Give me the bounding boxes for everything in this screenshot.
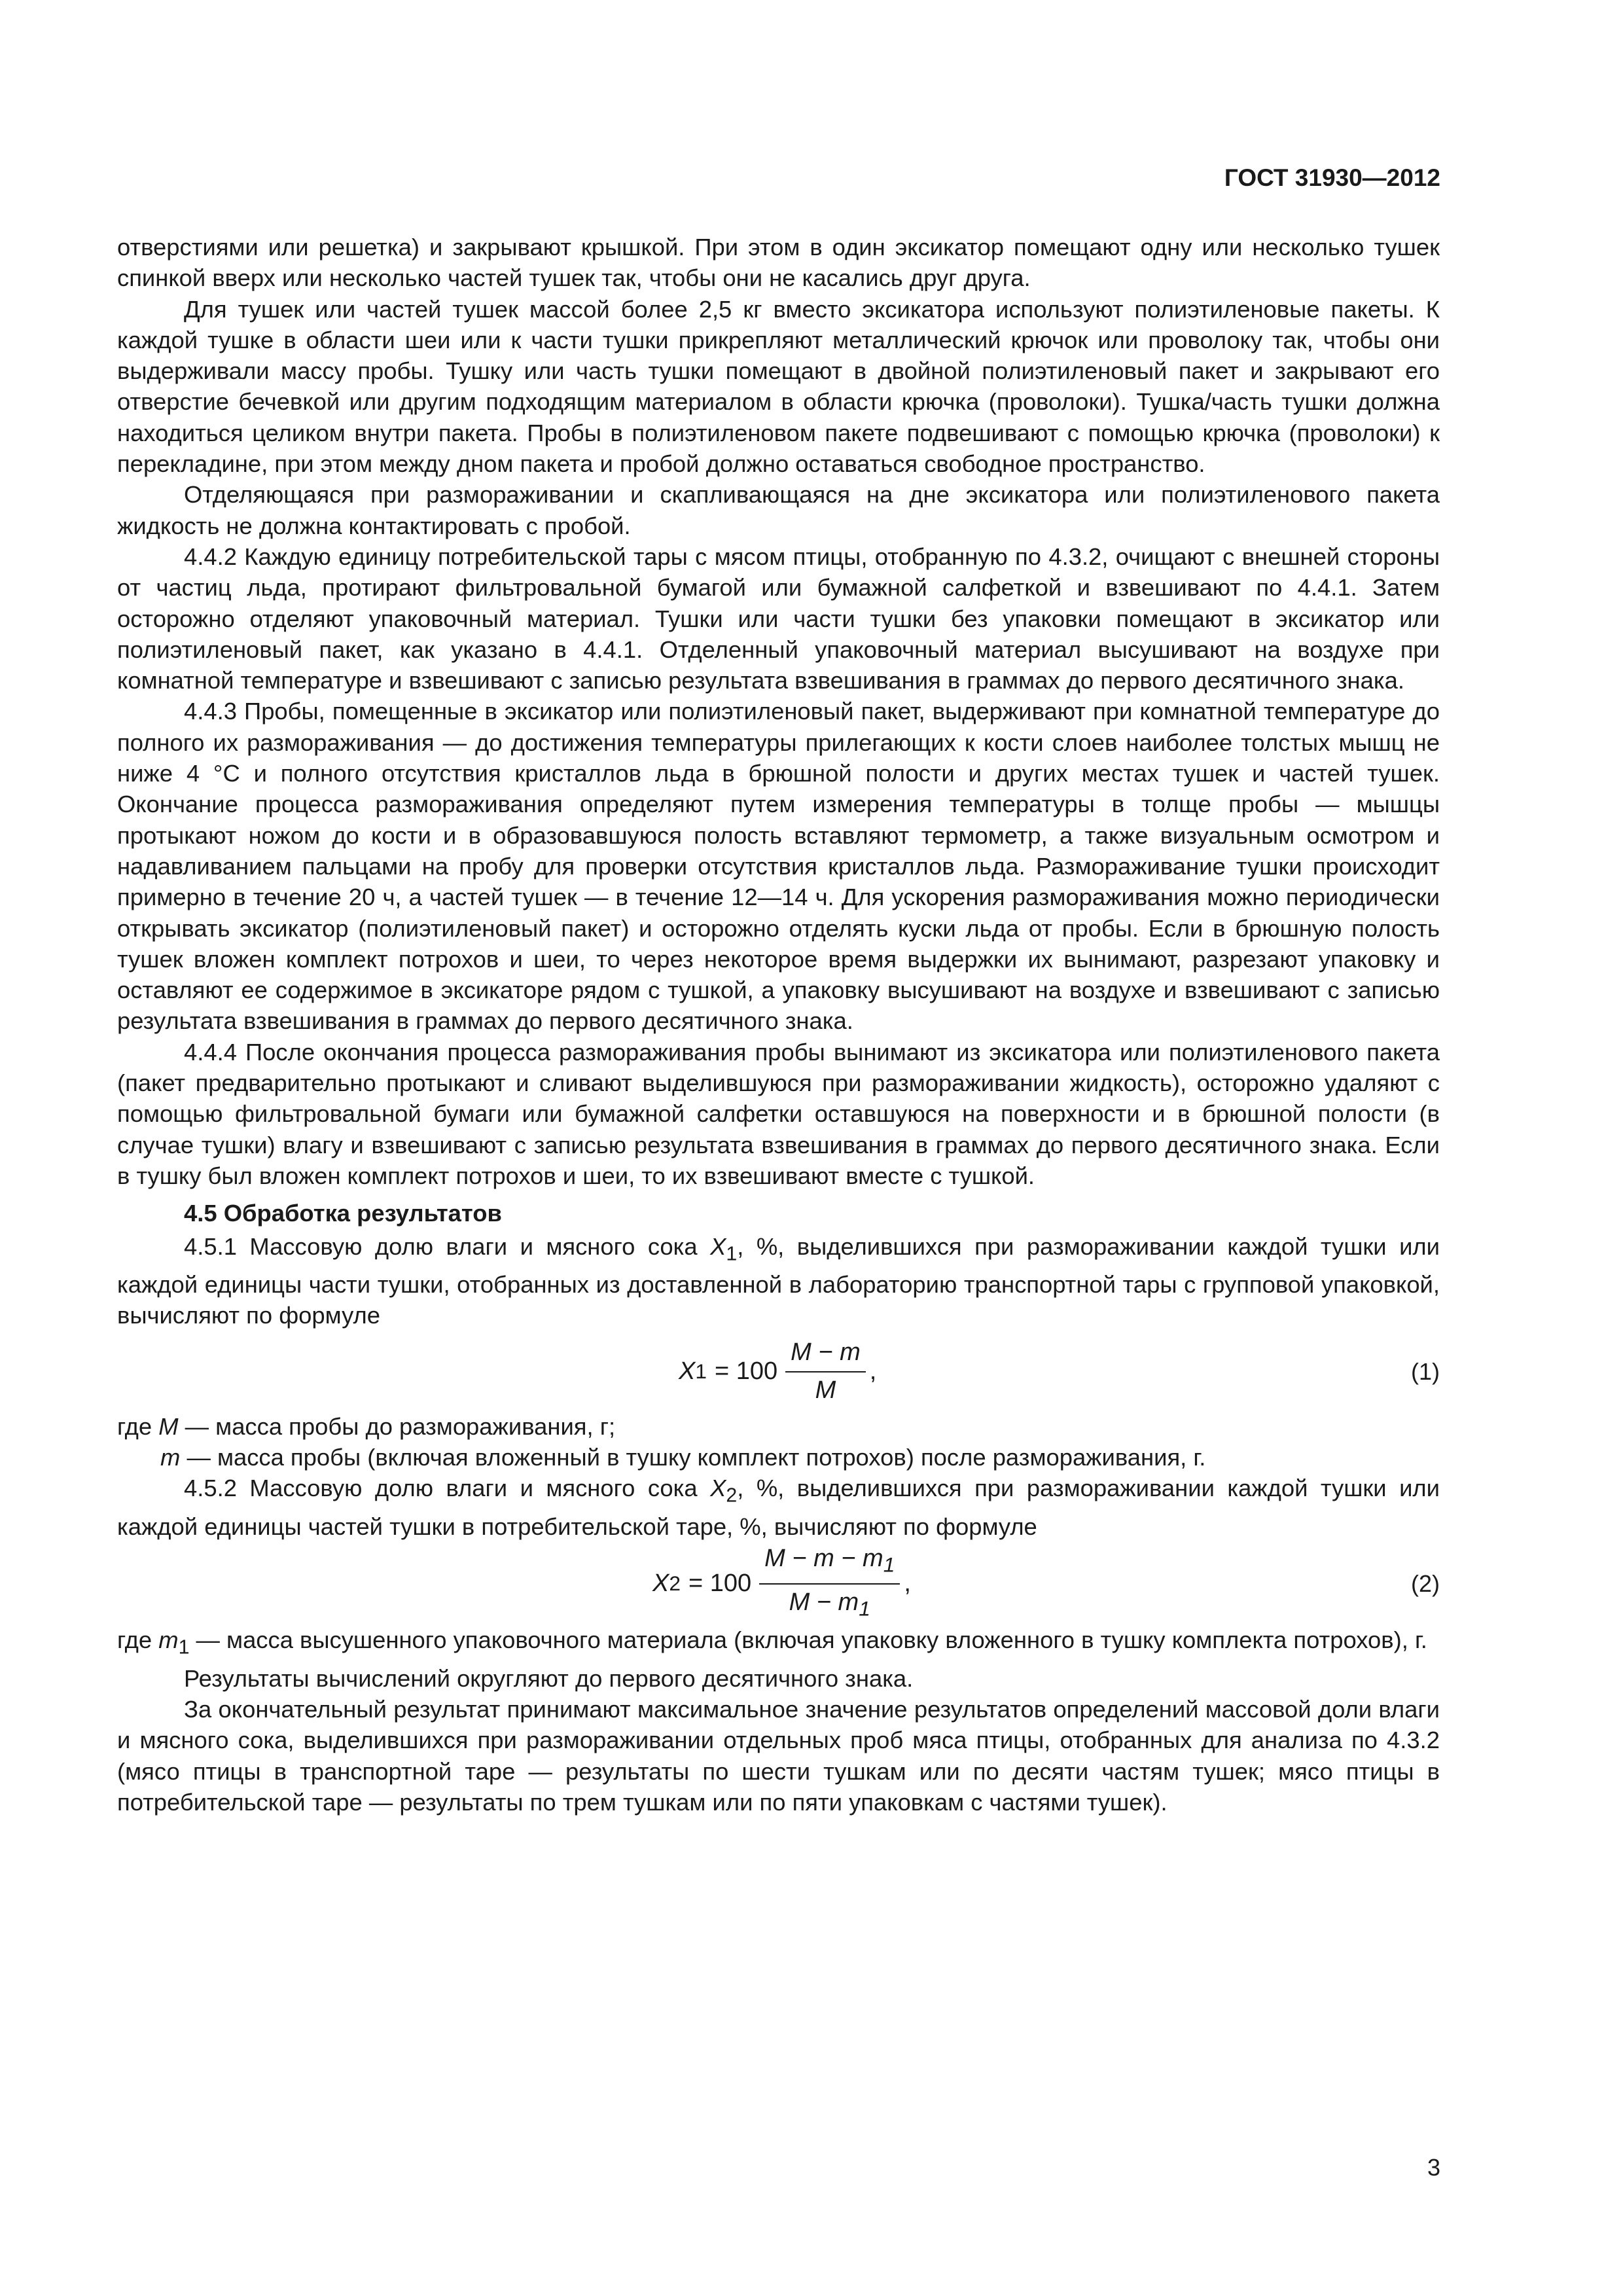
document-body	[117, 232, 1440, 1818]
formula-equals: = 100	[688, 1570, 752, 1598]
formula-1	[117, 1336, 1440, 1407]
paragraph-4-5-1	[117, 1231, 1440, 1331]
denominator-text: M − m	[789, 1588, 859, 1617]
paragraph: отверстиями или решетка) и закрывают крышкой. При этом в один эксикатор помещают одну или несколько тушек спинкой вверх или несколько частей тушек так, чтобы они не касались друг друга.	[117, 234, 1440, 292]
paragraph: За окончательный результат принимают максимальное значение результатов определений массовой доли влаги и мясного сока, выделившихся при размораживании отдельных проб мяса птицы, отобранных для анализа по 4.3.2 (мясо птицы в транспортной таре — результаты по шести тушкам или по десяти частям тушек; мясо птицы в потребительской таре — результаты по трем тушкам или по пяти упаковкам с частями тушек).	[117, 1696, 1440, 1816]
formula-variable: X	[652, 1570, 669, 1598]
fraction-numerator: M − m	[785, 1337, 866, 1372]
variable: M	[158, 1412, 179, 1440]
text-run: , %, выделившихся при размораживании каждой тушки или каждой единицы частей тушки в потребительской таре, %, вычисляют по формуле	[117, 1475, 1440, 1540]
paragraph-4-4-2: 4.4.2 Каждую единицу потребительской тары с мясом птицы, отобранную по 4.3.2, очищают с внешней стороны от частиц льда, протирают фильтровальной бумагой или бумажной салфеткой и взвешивают по 4.4.1. Затем осторожно отделяют упаковочный материал. Тушки или части тушки без упаковки помещают в эксикатор или полиэтиленовый пакет, как указано в 4.4.1. Отделенный упаковочный материал высушивают на воздухе при комнатной температуре и взвешивают с записью результата взвешивания в граммах до первого десятичного знака.	[117, 543, 1440, 694]
paragraph: Отделяющаяся при размораживании и скапливающаяся на дне эксикатора или полиэтиленового пакета жидкость не должна контактировать с пробой.	[117, 481, 1440, 539]
formula-body	[679, 1336, 876, 1407]
variable: X	[710, 1475, 726, 1502]
text-run: где	[117, 1626, 159, 1654]
fraction-denominator: M	[815, 1376, 836, 1404]
paragraph-4-4-4: 4.4.4 После окончания процесса размораживания пробы вынимают из эксикатора или полиэтиленового пакета (пакет предварительно протыкают и сливают выделившуюся при размораживании жидкость), осторожно удаляют с помощью фильтровальной бумаги или бумажной салфетки оставшуюся на поверхности и в брюшной полости (в случае тушки) влагу и взвешивают с записью результата взвешивания в граммах до первого десятичного знака. Если в тушку был вложен комплект потрохов и шеи, то их взвешивают вместе с тушкой.	[117, 1038, 1440, 1189]
denominator-subscript: 1	[859, 1596, 870, 1621]
paragraph-4-5-2	[117, 1473, 1440, 1542]
text-run: где	[117, 1412, 159, 1440]
variable: m	[158, 1626, 179, 1654]
text-run: — масса пробы (включая вложенный в тушку комплект потрохов) после размораживания, г.	[180, 1443, 1206, 1471]
paragraph: Для тушек или частей тушек массой более 2,5 кг вместо эксикатора используют полиэтиленовые пакеты. К каждой тушке в области шеи или к части тушки прикрепляют металлический крючок или проволоку так, чтобы они выдерживали массу пробы. Тушку или часть тушки помещают в двойной полиэтиленовый пакет и закрывают его отверстие бечевкой или другим подходящим материалом в области крючка (проволоки). Тушка/часть тушки должна находиться целиком внутри пакета. Пробы в полиэтиленовом пакете подвешивают с помощью крючка (проволоки) к перекладине, при этом между дном пакета и пробой должно оставаться свободное пространство.	[117, 295, 1440, 478]
paragraph-4-4-3: 4.4.3 Пробы, помещенные в эксикатор или полиэтиленовый пакет, выдерживают при комнатной температуре до полного их размораживания — до достижения температуры прилегающих к кости слоев наиболее толстых мышц не ниже 4 °С и полного отсутствия кристаллов льда в брюшной полости и других местах тушек и частей тушек. Окончание процесса размораживания определяют путем измерения температуры в толще пробы — мышцы протыкают ножом до кости и в образовавшуюся полость вставляют термометр, а также визуальным осмотром и надавливанием пальцами на пробу для проверки отсутствия кристаллов льда. Размораживание тушки происходит примерно в течение 20 ч, а частей тушек — в течение 12—14 ч. Для ускорения размораживания можно периодически открывать эксикатор (полиэтиленовый пакет) и осторожно отделять куски льда от пробы. Если в брюшную полость тушек вложен комплект потрохов и шеи, то через некоторое время выдержки их вынимают, разрезают упаковку и оставляют ее содержимое в эксикаторе рядом с тушкой, а упаковку высушивают на воздухе и взвешивают с записью результата взвешивания в граммах до первого десятичного знака.	[117, 698, 1440, 1035]
fraction-numerator	[759, 1543, 900, 1585]
formula-subscript: 1	[695, 1359, 707, 1384]
formula-variable: X	[679, 1357, 696, 1386]
numerator-text: M − m − m	[764, 1545, 883, 1573]
formula-comma: ,	[904, 1570, 911, 1598]
formula-comma: ,	[869, 1357, 877, 1386]
document-header-id: ГОСТ 31930—2012	[1224, 164, 1440, 191]
variable: X	[710, 1232, 726, 1260]
formula-number: (2)	[1411, 1570, 1440, 1598]
variable-definition	[117, 1411, 1440, 1442]
formula-number: (1)	[1411, 1358, 1440, 1386]
paragraph: Результаты вычислений округляют до первого десятичного знака.	[184, 1664, 914, 1692]
numerator-subscript: 1	[883, 1552, 895, 1577]
section-heading: 4.5 Обработка результатов	[184, 1200, 502, 1227]
formula-body	[652, 1547, 911, 1621]
subscript: 1	[726, 1242, 738, 1265]
text-run: 4.5.2 Массовую долю влаги и мясного сока	[184, 1475, 711, 1502]
text-run: , %, выделившихся при размораживании каждой тушки или каждой единицы части тушки, отобранных из доставленной в лабораторию транспортной тары с групповой упаковкой, вычисляют по формуле	[117, 1232, 1440, 1329]
page-number: 3	[1427, 2154, 1440, 2181]
subscript: 2	[726, 1484, 738, 1507]
fraction	[785, 1337, 866, 1406]
subscript: 1	[178, 1636, 190, 1659]
formula-equals: = 100	[714, 1357, 778, 1386]
variable: m	[160, 1443, 181, 1471]
formula-2	[117, 1547, 1440, 1621]
text-run: — масса пробы до размораживания, г;	[178, 1412, 616, 1440]
text-run: 4.5.1 Массовую долю влаги и мясного сока	[184, 1232, 711, 1260]
formula-subscript: 2	[669, 1571, 681, 1596]
fraction	[759, 1543, 900, 1624]
variable-definition	[117, 1624, 1440, 1663]
variable-definition	[117, 1442, 1440, 1473]
fraction-denominator	[784, 1585, 876, 1624]
text-run: — масса высушенного упаковочного материала (включая упаковку вложенного в тушку комплекта потрохов), г.	[189, 1626, 1427, 1654]
